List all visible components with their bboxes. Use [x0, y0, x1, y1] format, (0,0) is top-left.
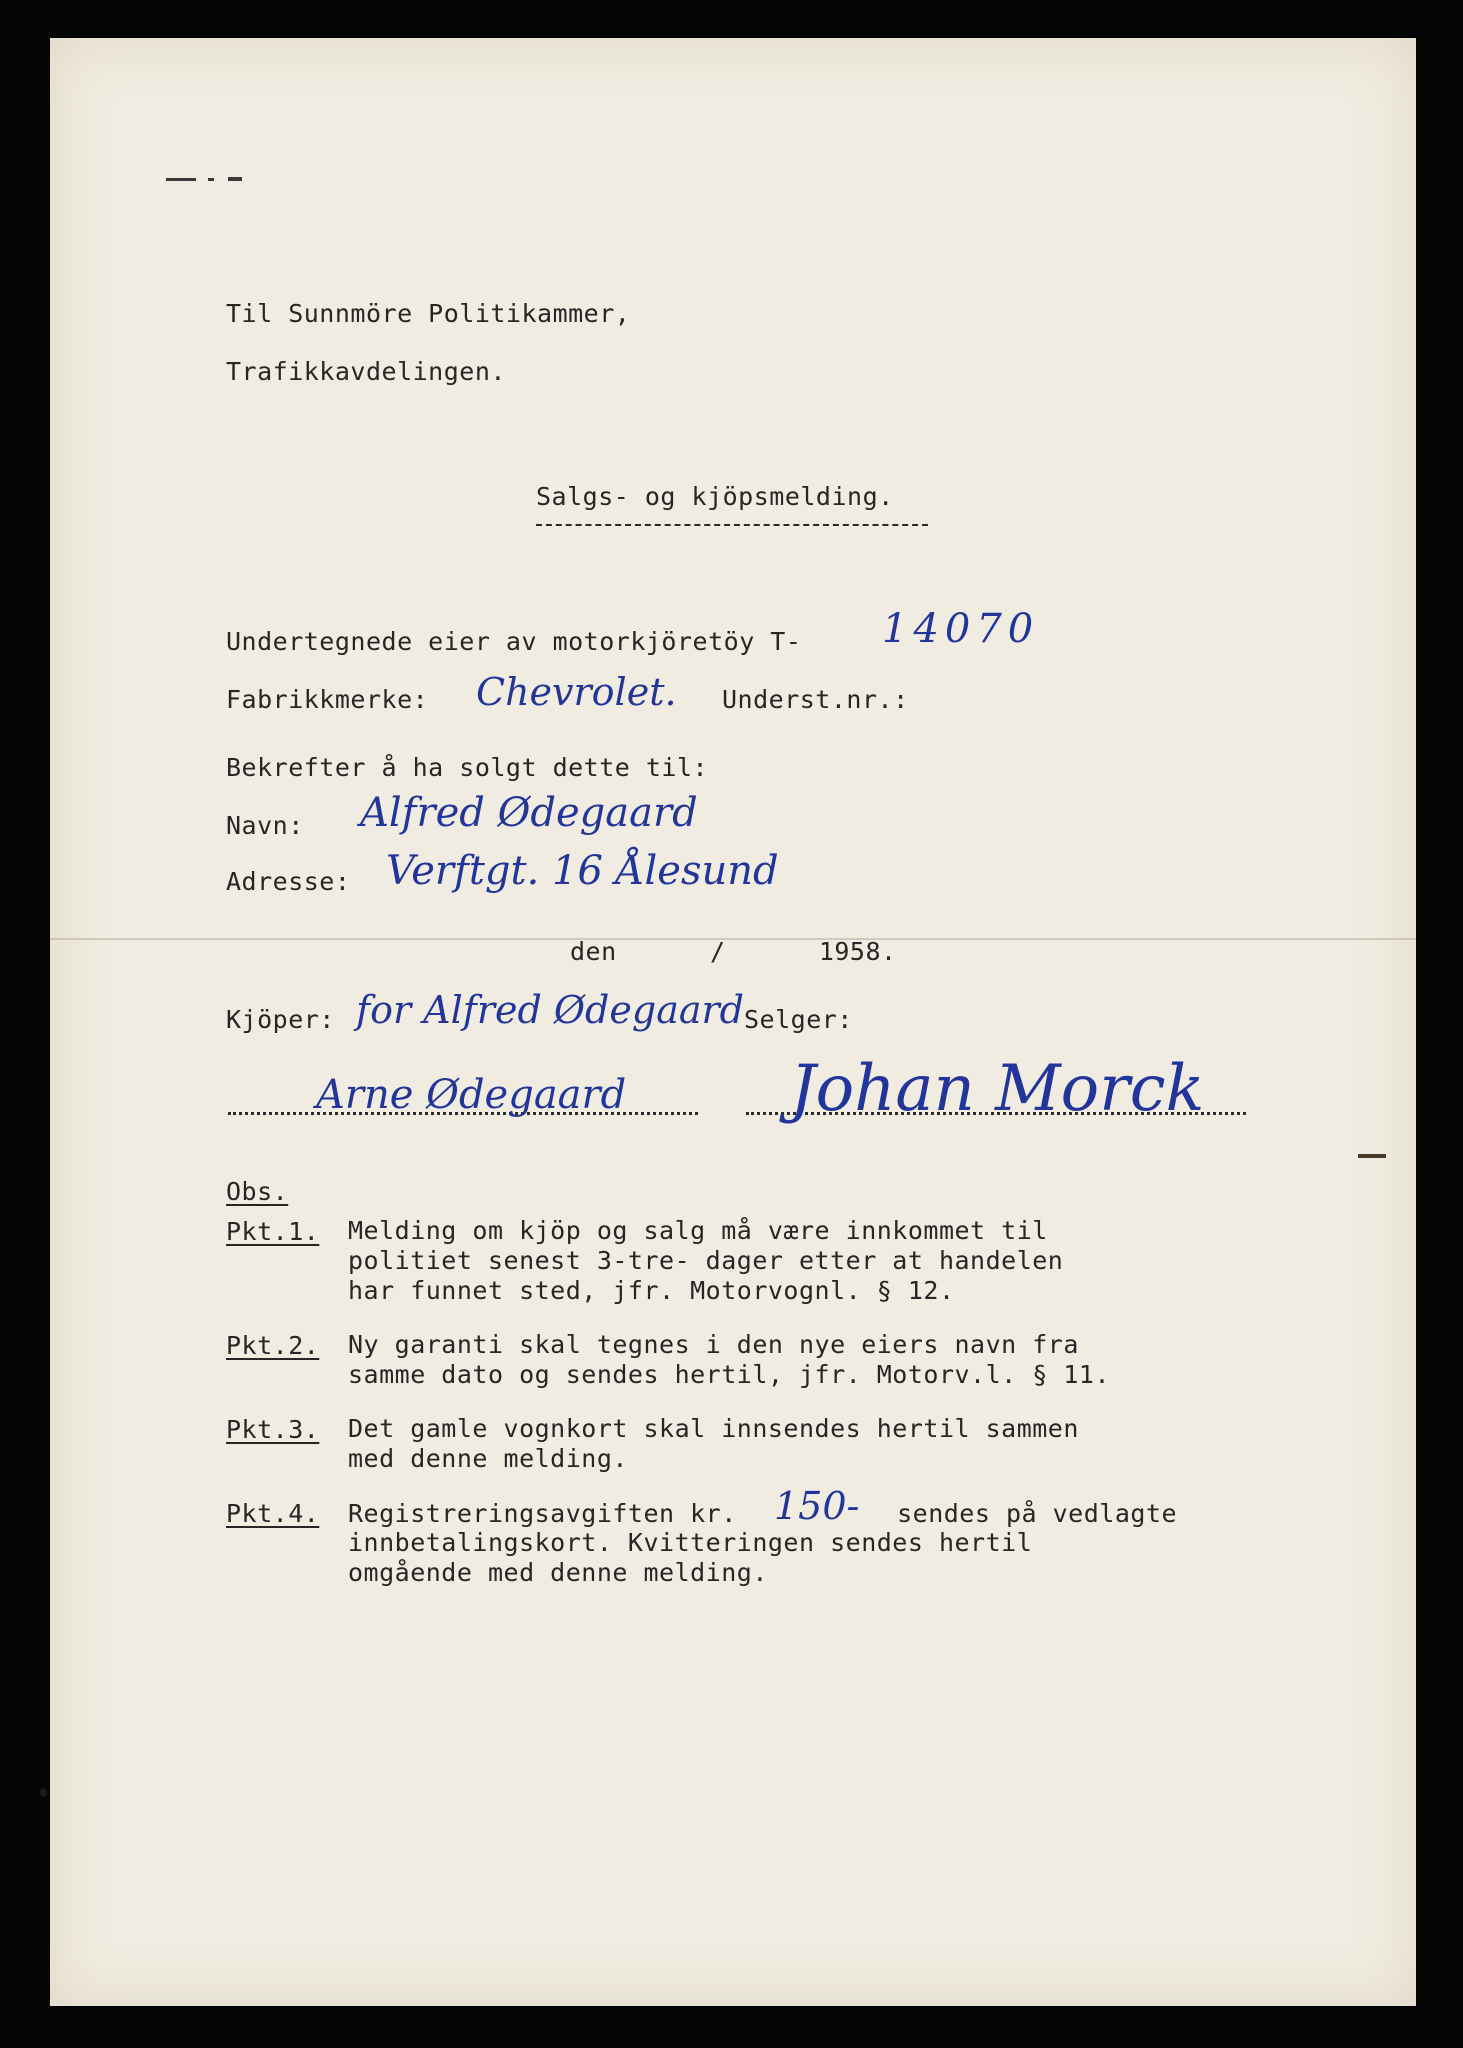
recipient-line-2: Trafikkavdelingen.	[226, 357, 506, 386]
seller-label: Selger:	[744, 1005, 853, 1034]
obs-item-2-text: Ny garanti skal tegnes i den nye eiers navn fra samme dato og sendes hertil, jfr. Motorv.l. § 11.	[348, 1330, 1111, 1389]
confirm-sold-label: Bekrefter å ha solgt dette til:	[226, 753, 709, 782]
stray-mark	[166, 178, 196, 181]
buyer-name-handwritten: Alfred Ødegaard	[360, 790, 698, 836]
chassis-number-label: Underst.nr.:	[722, 685, 909, 714]
obs-item-4-text-after: sendes på vedlagte	[866, 1499, 1178, 1528]
make-label: Fabrikkmerke:	[226, 685, 429, 714]
buyer-signature-handwritten: Arne Ødegaard	[316, 1072, 627, 1118]
obs-heading: Obs.	[226, 1177, 289, 1206]
buyer-address-handwritten: Verftgt. 16 Ålesund	[386, 848, 779, 894]
obs-item-2-label: Pkt.2.	[226, 1331, 320, 1360]
document-title: Salgs- og kjöpsmelding.	[536, 482, 894, 511]
registration-number-handwritten: 14070	[882, 606, 1040, 652]
edge-mark	[1358, 1154, 1386, 1158]
obs-item-4-text-rest: innbetalingskort. Kvitteringen sendes hertil omgående med denne melding.	[348, 1528, 1033, 1587]
make-value-handwritten: Chevrolet.	[476, 670, 677, 714]
margin-dot	[40, 1788, 47, 1797]
buyer-proxy-note-handwritten: for Alfred Ødegaard	[356, 988, 744, 1032]
buyer-label: Kjöper:	[226, 1005, 335, 1034]
obs-item-4-label: Pkt.4.	[226, 1499, 320, 1528]
buyer-name-label: Navn:	[226, 811, 304, 840]
obs-item-4-text-before: Registreringsavgiften kr.	[348, 1499, 737, 1528]
owner-label: Undertegnede eier av motorkjöretöy T-	[226, 627, 802, 656]
recipient-line-1: Til Sunnmöre Politikammer,	[226, 299, 631, 328]
registration-fee-handwritten: 150-	[774, 1484, 860, 1528]
stray-mark	[228, 177, 242, 181]
obs-item-1-label: Pkt.1.	[226, 1217, 320, 1246]
buyer-address-label: Adresse:	[226, 867, 351, 896]
stray-mark	[208, 178, 214, 181]
obs-item-3-label: Pkt.3.	[226, 1415, 320, 1444]
title-underline	[536, 524, 928, 526]
obs-item-3-text: Det gamle vognkort skal innsendes hertil sammen med denne melding.	[348, 1414, 1079, 1473]
obs-item-1-text: Melding om kjöp og salg må være innkommet til politiet senest 3-tre- dager etter at handelen har funnet sted, jfr. Motorvognl. § 12.	[348, 1216, 1064, 1305]
date-line: den / 1958.	[570, 937, 897, 966]
seller-signature-handwritten: Johan Morck	[790, 1052, 1205, 1126]
